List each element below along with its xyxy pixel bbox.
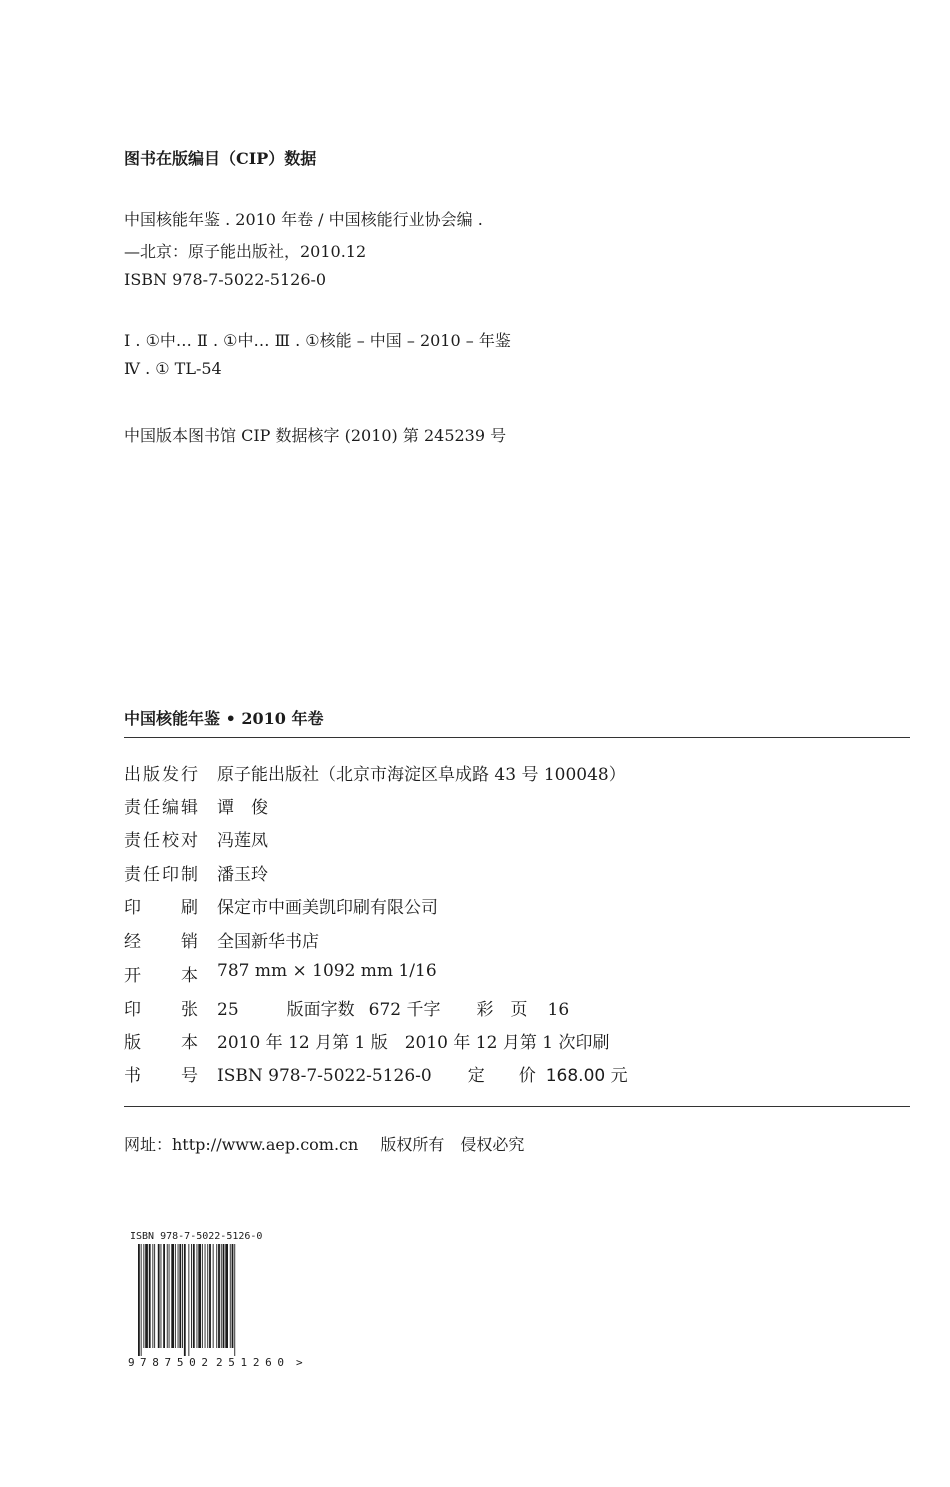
bottom-divider (124, 1106, 910, 1107)
barcode-bar (141, 1244, 142, 1356)
detail-label: 书 号 (124, 1066, 198, 1086)
price-value: 168.00 元 (545, 1066, 628, 1086)
cip-entry-line: ISBN 978-7-5022-5126-0 (124, 270, 327, 289)
barcode-bar (223, 1244, 225, 1348)
barcode-bar (143, 1244, 144, 1348)
barcode-isbn-text: ISBN 978-7-5022-5126-0 (130, 1231, 263, 1242)
barcode-bar (167, 1244, 168, 1348)
top-divider (124, 737, 910, 738)
rights-text: 版权所有 侵权必究 (380, 1135, 525, 1154)
detail-value: 冯莲凤 (217, 831, 268, 851)
barcode-bar (202, 1244, 203, 1348)
zishu-label: 版面字数 (286, 1000, 355, 1020)
detail-label: 责 任 编 辑 (124, 798, 198, 818)
footer (124, 1132, 524, 1155)
book-title: 中国核能年鉴 • 2010 年卷 (124, 709, 324, 728)
barcode-bar (149, 1244, 151, 1348)
detail-label: 版 本 (124, 1033, 198, 1053)
barcode-bar (232, 1244, 234, 1348)
barcode-bar (184, 1244, 186, 1356)
barcode-bar (175, 1244, 176, 1348)
barcode-bar (198, 1244, 201, 1348)
detail-label: 经 销 (124, 932, 198, 952)
cip-entry-line: 中国核能年鉴 . 2010 年卷 / 中国核能行业协会编 . (124, 210, 483, 229)
price-label: 定 价 (467, 1066, 536, 1086)
detail-value: 787 mm × 1092 mm 1/16 (217, 961, 437, 981)
barcode-bar (234, 1244, 235, 1356)
detail-value: 全国新华书店 (217, 932, 319, 952)
barcode-bar (163, 1244, 165, 1348)
detail-value: 谭 俊 (217, 798, 268, 818)
barcode-bar (138, 1244, 140, 1356)
detail-value: 25 版面字数 672 千字 彩 页 16 (217, 995, 569, 1020)
barcode-bar (207, 1244, 208, 1348)
detail-label: 印 张 (124, 1000, 198, 1020)
website-text: 网址：http://www.aep.com.cn (124, 1135, 359, 1154)
barcode-bar (169, 1244, 170, 1348)
isbn-barcode (128, 1228, 312, 1370)
cip-class-line: Ⅰ . ①中… Ⅱ . ①中… Ⅲ . ①核能 – 中国 – 2010 – 年鉴 (124, 331, 511, 350)
detail-label: 责 任 印 制 (124, 865, 198, 885)
detail-value: 原子能出版社（北京市海淀区阜成路 43 号 100048） (217, 765, 626, 785)
barcode-bar (191, 1244, 192, 1348)
barcode-bar (182, 1244, 183, 1348)
detail-value: 潘玉玲 (217, 865, 268, 885)
barcode-bar (209, 1244, 211, 1348)
barcode-bar (205, 1244, 206, 1348)
barcode-digits-left: 787502 (140, 1356, 208, 1369)
barcode-bar (221, 1244, 222, 1348)
cip-record-number: 中国版本图书馆 CIP 数据核字 (2010) 第 245239 号 (124, 426, 507, 445)
barcode-bar (178, 1244, 179, 1348)
detail-value: ISBN 978-7-5022-5126-0 定 价 168.00 元 (217, 1061, 628, 1086)
cip-title: 图书在版编目（CIP）数据 (124, 149, 317, 168)
barcode-quiet-mark: > (296, 1356, 303, 1369)
detail-label: 开 本 (124, 966, 198, 986)
barcode-bar (197, 1244, 198, 1348)
caiye-value: 16 (547, 1000, 570, 1020)
barcode-bar (213, 1244, 214, 1348)
barcode-bar (193, 1244, 195, 1348)
barcode-bar (179, 1244, 181, 1348)
barcode-bars (138, 1244, 235, 1356)
detail-label: 责 任 校 对 (124, 831, 198, 851)
barcode-bar (218, 1244, 220, 1348)
barcode-bar (171, 1244, 174, 1348)
barcode-bar (158, 1244, 160, 1348)
barcode-bar (145, 1244, 148, 1348)
barcode-digits-right: 251260 (216, 1356, 284, 1369)
barcode-bar (230, 1244, 231, 1348)
zishu-value: 672 千字 (368, 1000, 441, 1020)
barcode-bar (152, 1244, 153, 1348)
detail-label: 出 版 发 行 (124, 765, 198, 785)
barcode-bar (154, 1244, 155, 1348)
detail-value: 2010 年 12 月第 1 版 2010 年 12 月第 1 次印刷 (217, 1033, 610, 1053)
cip-class-line: Ⅳ . ① TL-54 (124, 359, 222, 378)
detail-value: 保定市中画美凯印刷有限公司 (217, 898, 438, 918)
caiye-label: 彩 页 (476, 1000, 528, 1020)
barcode-digit-first: 9 (128, 1356, 135, 1369)
cip-entry-line: —北京：原子能出版社，2010.12 (124, 242, 367, 261)
barcode-bar (188, 1244, 189, 1356)
detail-label: 印 刷 (124, 898, 198, 918)
barcode-bar (216, 1244, 217, 1348)
barcode-bar (225, 1244, 228, 1348)
barcode-bar (161, 1244, 162, 1348)
